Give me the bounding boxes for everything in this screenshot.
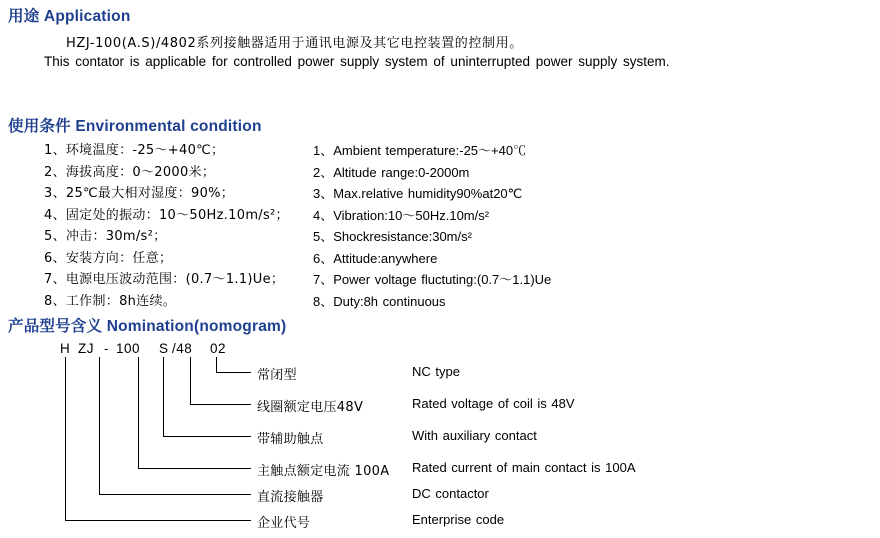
environment-list-en — [313, 140, 551, 312]
leader-line-horizontal — [163, 436, 251, 437]
legend-label-en: Enterprise code — [412, 512, 505, 527]
legend-label-cn: 常闭型 — [257, 368, 297, 383]
leader-line-horizontal — [65, 520, 251, 521]
list-item: 3、Max.relative humidity90%at20℃ — [313, 186, 523, 201]
leader-line-vertical — [216, 357, 217, 372]
leader-line-vertical — [65, 357, 66, 520]
leader-line-vertical — [190, 357, 191, 404]
leader-line-horizontal — [138, 468, 251, 469]
list-item: 5、Shockresistance:30m/s² — [313, 229, 472, 244]
leader-line-horizontal — [99, 494, 251, 495]
model-code-part: S — [159, 341, 169, 356]
legend-label-en: DC contactor — [412, 486, 489, 501]
legend-label-cn: 线圈额定电压48V — [257, 400, 364, 415]
leader-line-vertical — [99, 357, 100, 494]
list-item: 8、工作制：8h连续。 — [44, 293, 177, 309]
list-item: 6、Attitude:anywhere — [313, 250, 438, 266]
environment-list-cn — [44, 140, 289, 312]
leader-line-vertical — [138, 357, 139, 468]
list-item: 8、Duty:8h continuous — [313, 293, 446, 309]
legend-label-cn: 带辅助触点 — [257, 432, 324, 447]
list-item: 3、25℃最大相对湿度：90%； — [44, 186, 235, 201]
section-title-application-en: Application — [43, 8, 131, 25]
legend-label-en: With auxiliary contact — [412, 428, 537, 443]
model-code-part: H — [60, 341, 71, 356]
leader-line-horizontal — [216, 372, 251, 373]
legend-label-cn: 直流接触器 — [257, 490, 324, 505]
application-paragraph-cn: HZJ-100(A.S)/4802系列接触器适用于通讯电源及其它电控装置的控制用。 — [66, 36, 523, 51]
section-title-nomination — [8, 314, 286, 336]
model-code-part: ZJ — [78, 341, 94, 356]
leader-line-horizontal — [190, 404, 251, 405]
legend-label-cn: 主触点额定电流 100A — [257, 464, 390, 479]
list-item: 4、固定处的振动：10～50Hz.10m/s²； — [44, 207, 289, 223]
list-item: 1、Ambient temperature:-25～+40℃ — [313, 143, 527, 158]
list-item: 2、海拔高度：0～2000米； — [44, 164, 216, 180]
list-item: 1、环境温度：-25～+40℃； — [44, 143, 225, 158]
legend-label-cn: 企业代号 — [257, 516, 311, 531]
legend-label-en: Rated current of main contact is 100A — [412, 460, 636, 475]
model-code-part: 100 — [116, 341, 141, 356]
list-item: 4、Vibration:10～50Hz.10m/s² — [313, 207, 490, 223]
section-title-environment-en: Environmental condition — [75, 118, 262, 135]
legend-label-en: NC type — [412, 364, 460, 379]
leader-line-vertical — [163, 357, 164, 436]
model-code-part: - — [104, 341, 109, 356]
section-title-environment — [8, 114, 262, 136]
section-title-nomination-cn: 产品型号含义 — [8, 317, 103, 335]
list-item: 7、Power voltage fluctuting:(0.7～1.1)Ue — [313, 272, 552, 287]
section-title-application — [8, 4, 131, 26]
model-code-part: /48 — [172, 341, 193, 356]
list-item: 7、电源电压波动范围：(0.7～1.1)Ue； — [44, 272, 285, 287]
model-code-part: 02 — [210, 341, 227, 356]
application-paragraph-en: This contator is applicable for controlled power supply system of uninterrupted power supply system. — [44, 54, 670, 69]
section-title-nomination-en: Nomination(nomogram) — [106, 318, 287, 335]
section-title-application-cn: 用途 — [8, 7, 40, 25]
legend-label-en: Rated voltage of coil is 48V — [412, 396, 575, 411]
list-item: 2、Altitude range:0-2000m — [313, 164, 470, 180]
list-item: 6、安装方向：任意； — [44, 250, 173, 266]
list-item: 5、冲击：30m/s²； — [44, 229, 167, 244]
section-title-environment-cn: 使用条件 — [8, 117, 71, 135]
